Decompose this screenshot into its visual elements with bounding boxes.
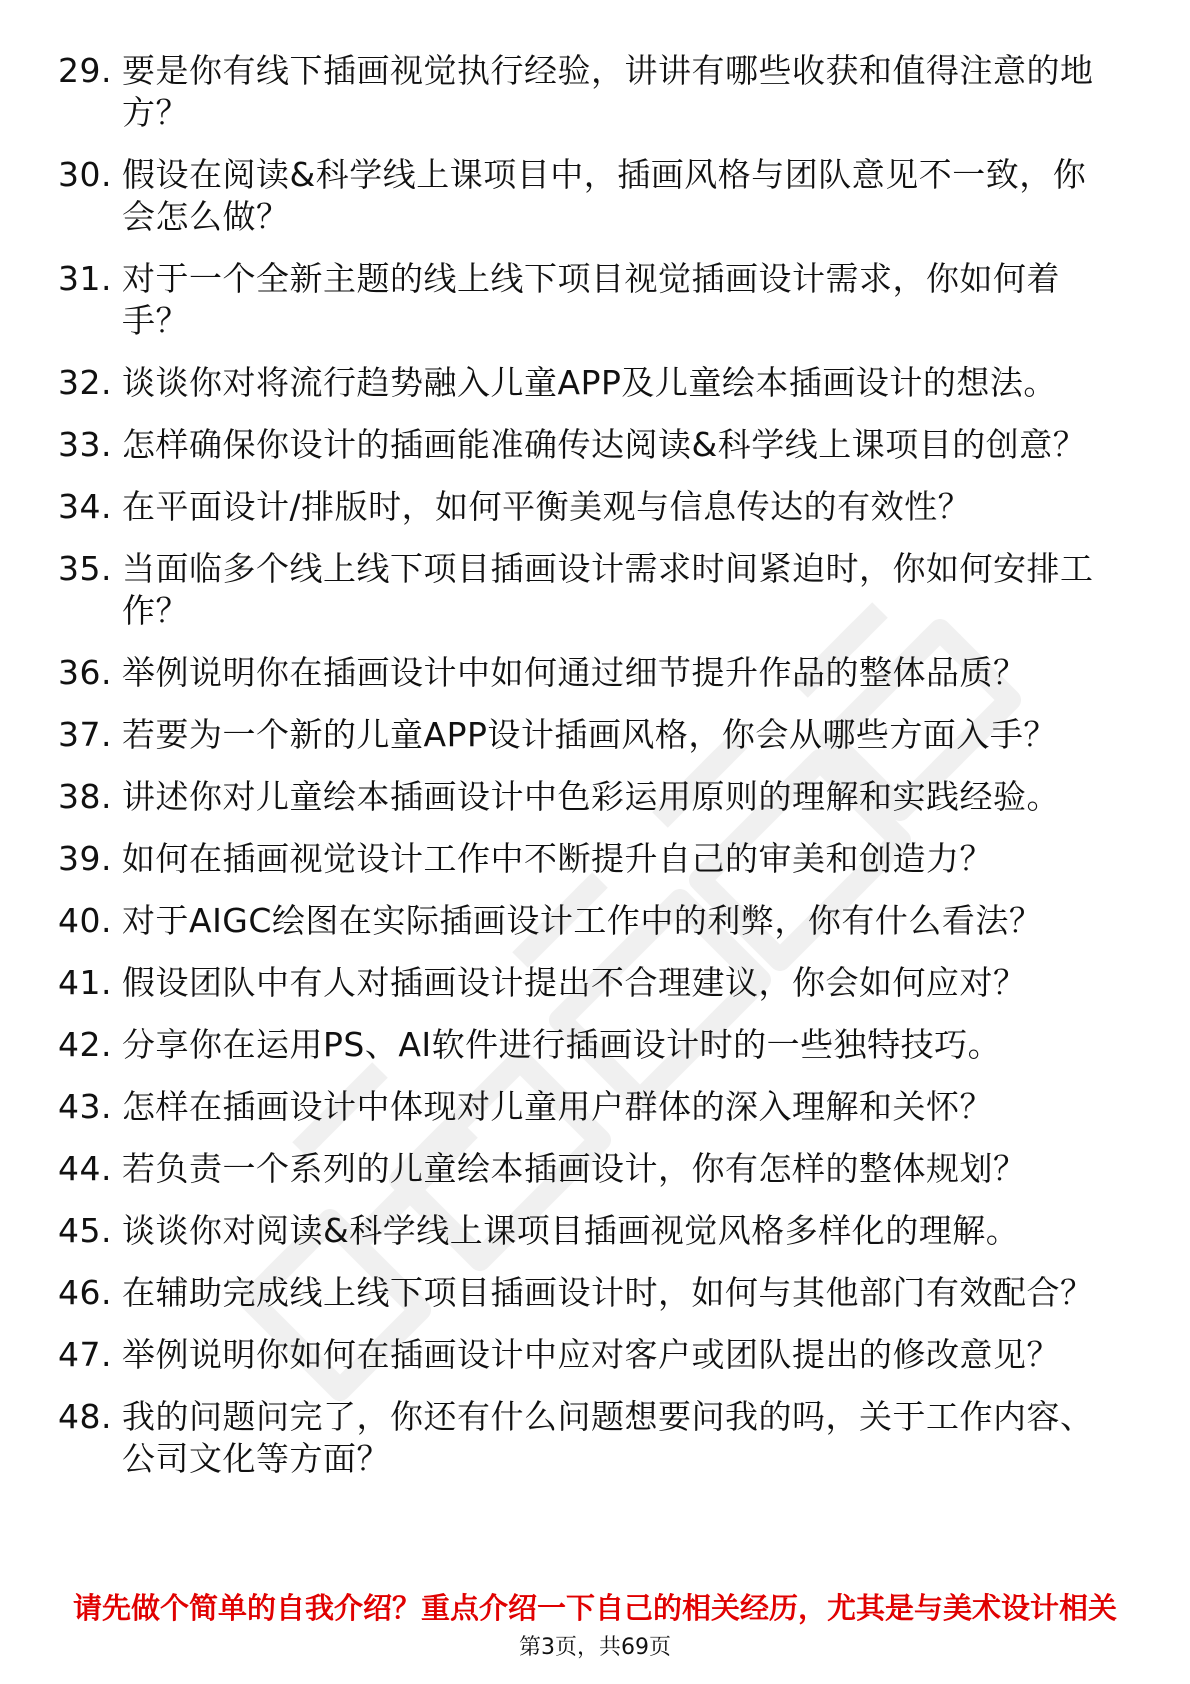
question-text: 分享你在运用PS、AI软件进行插画设计时的一些独特技巧。: [122, 1025, 1002, 1064]
question-number: 42.: [58, 1025, 112, 1064]
question-number: 29.: [58, 51, 112, 90]
question-number: 36.: [58, 653, 112, 692]
question-text: 若负责一个系列的儿童绘本插画设计，你有怎样的整体规划？: [122, 1149, 1027, 1188]
question-text: 当面临多个线上线下项目插画设计需求时间紧迫时，你如何安排工作？: [122, 549, 1094, 630]
question-number: 33.: [58, 425, 112, 464]
question-number: 34.: [58, 487, 112, 526]
list-item: [58, 362, 1108, 404]
list-item: [58, 1086, 1108, 1128]
question-number: 48.: [58, 1397, 112, 1436]
question-text: 怎样确保你设计的插画能准确传达阅读&科学线上课项目的创意？: [122, 425, 1087, 464]
question-number: 38.: [58, 777, 112, 816]
question-text: 谈谈你对阅读&科学线上课项目插画视觉风格多样化的理解。: [122, 1211, 1020, 1250]
question-text: 对于一个全新主题的线上线下项目视觉插画设计需求，你如何着手？: [122, 259, 1060, 340]
question-text: 若要为一个新的儿童APP设计插画风格，你会从哪些方面入手？: [122, 715, 1057, 754]
question-text: 要是你有线下插画视觉执行经验，讲讲有哪些收获和值得注意的地方？: [122, 51, 1094, 132]
list-item: [58, 714, 1108, 756]
question-text: 在平面设计/排版时，如何平衡美观与信息传达的有效性？: [122, 487, 972, 526]
list-item: [58, 1024, 1108, 1066]
list-item: [58, 50, 1108, 134]
list-item: [58, 838, 1108, 880]
question-text: 谈谈你对将流行趋势融入儿童APP及儿童绘本插画设计的想法。: [122, 363, 1057, 402]
question-number: 41.: [58, 963, 112, 1002]
question-number: 46.: [58, 1273, 112, 1312]
question-number: 44.: [58, 1149, 112, 1188]
question-number: 37.: [58, 715, 112, 754]
question-text: 假设团队中有人对插画设计提出不合理建议，你会如何应对？: [122, 963, 1027, 1002]
page-number: 第3页，共69页: [519, 1635, 671, 1660]
question-number: 47.: [58, 1335, 112, 1374]
list-item: [58, 776, 1108, 818]
footer-highlight-text: 请先做个简单的自我介绍？重点介绍一下自己的相关经历，尤其是与美术设计相关: [72, 1591, 1117, 1625]
list-item: [58, 424, 1108, 466]
list-item: [58, 1272, 1108, 1314]
question-number: 32.: [58, 363, 112, 402]
question-text: 讲述你对儿童绘本插画设计中色彩运用原则的理解和实践经验。: [122, 777, 1060, 816]
question-number: 31.: [58, 259, 112, 298]
list-item: [58, 258, 1108, 342]
list-item: [58, 1148, 1108, 1190]
list-item: [58, 962, 1108, 1004]
question-number: 39.: [58, 839, 112, 878]
list-item: [58, 652, 1108, 694]
question-text: 怎样在插画设计中体现对儿童用户群体的深入理解和关怀？: [122, 1087, 993, 1126]
question-text: 如何在插画视觉设计工作中不断提升自己的审美和创造力？: [122, 839, 993, 878]
list-item: [58, 900, 1108, 942]
question-number: 40.: [58, 901, 112, 940]
list-item: [58, 486, 1108, 528]
question-text: 假设在阅读&科学线上课项目中，插画风格与团队意见不一致，你会怎么做？: [122, 155, 1087, 236]
question-number: 30.: [58, 155, 112, 194]
list-item: [58, 1396, 1108, 1480]
question-text: 我的问题问完了，你还有什么问题想要问我的吗，关于工作内容、公司文化等方面？: [122, 1397, 1094, 1478]
list-item: [58, 1334, 1108, 1376]
question-number: 45.: [58, 1211, 112, 1250]
question-text: 举例说明你在插画设计中如何通过细节提升作品的整体品质？: [122, 653, 1027, 692]
question-text: 在辅助完成线上线下项目插画设计时，如何与其他部门有效配合？: [122, 1273, 1094, 1312]
list-item: [58, 154, 1108, 238]
list-item: [58, 1210, 1108, 1252]
question-text: 举例说明你如何在插画设计中应对客户或团队提出的修改意见？: [122, 1335, 1060, 1374]
question-text: 对于AIGC绘图在实际插画设计工作中的利弊，你有什么看法？: [122, 901, 1043, 940]
question-number: 43.: [58, 1087, 112, 1126]
question-number: 35.: [58, 549, 112, 588]
question-list: [58, 50, 1108, 1500]
list-item: [58, 548, 1108, 632]
